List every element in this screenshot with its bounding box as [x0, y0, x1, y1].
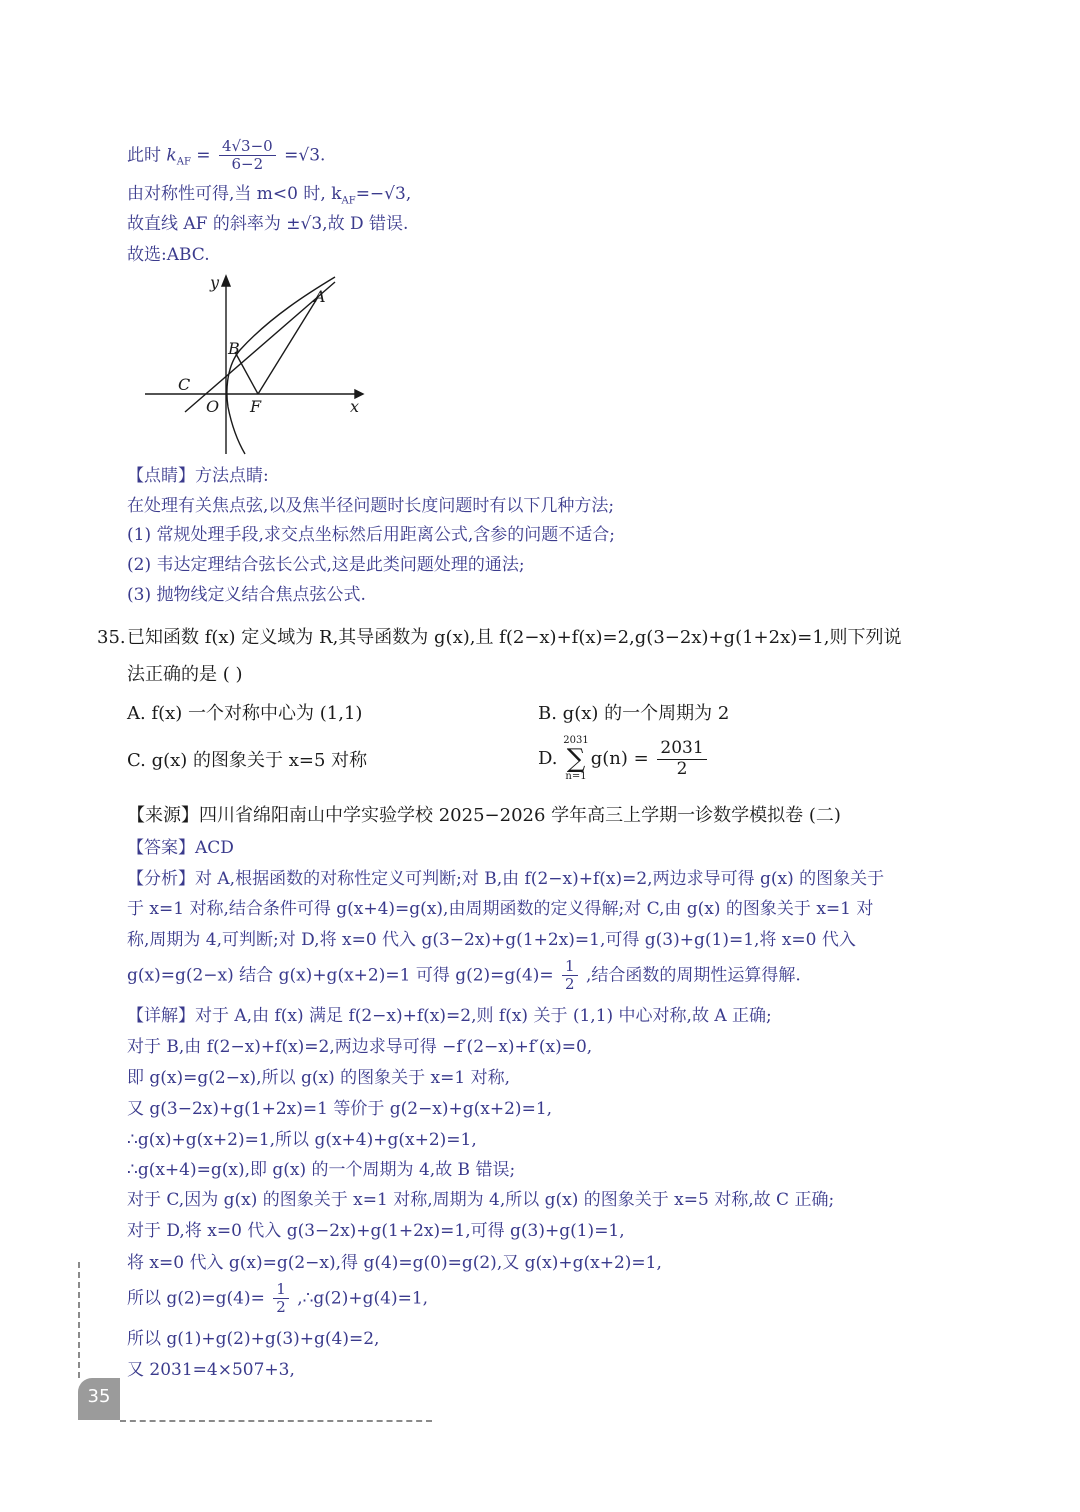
tips-intro: 在处理有关焦点弦,以及焦半径问题时长度问题时有以下几种方法; — [127, 496, 615, 516]
answer-choice-line: 故选:ABC. — [127, 245, 210, 265]
detail-fraction: $\frac{1}{2}$ — [273, 1281, 289, 1317]
detail-line-9: 将 x=0 代入 g(x)=g(2−x),得 g(4)=g(0)=g(2),又 g(x)+g(x+2)=1, — [127, 1253, 662, 1273]
detail-line-12: 又 2031=4×507+3, — [127, 1360, 295, 1380]
tips-method-1: (1) 常规处理手段,求交点坐标然后用距离公式,含参的问题不适合; — [127, 525, 616, 545]
symmetry-line: 由对称性可得,当 m<0 时, $k_{AF}=-√3$, — [127, 184, 412, 207]
label-A: A — [314, 287, 326, 306]
label-y: y — [210, 273, 220, 292]
option-C: C. g(x) 的图象关于 x=5 对称 — [127, 750, 368, 771]
source-line: 【来源】四川省绵阳南山中学实验学校 2025−2026 学年高三上学期一诊数学模拟卷 (二) — [127, 805, 841, 826]
label-C: C — [178, 375, 191, 394]
analysis-line-3: 称,周期为 4,可判断;对 D,将 x=0 代入 g(3−2x)+g(1+2x)=1,可得 g(3)+g(1)=1,将 x=0 代入 — [127, 930, 856, 950]
summation: 2031 ∑ n=1 — [563, 735, 589, 782]
label-O: O — [206, 397, 220, 416]
tips-method-3: (3) 抛物线定义结合焦点弦公式. — [127, 585, 366, 605]
detail-line-1: 【详解】对于 A,由 f(x) 满足 f(2−x)+f(x)=2,则 f(x) 关于 (1,1) 中心对称,故 A 正确; — [127, 1006, 772, 1026]
detail-line-7: 对于 C,因为 g(x) 的图象关于 x=1 对称,周期为 4,所以 g(x) 的图象关于 x=5 对称,故 C 正确; — [127, 1190, 835, 1210]
detail-line-6: ∴g(x+4)=g(x),即 g(x) 的一个周期为 4,故 B 错误; — [127, 1160, 516, 1180]
analysis-line-4: g(x)=g(2−x) 结合 g(x)+g(x+2)=1 可得 g(2)=g(4)= $\frac{1}{2}$ ,结合函数的周期性运算得解. — [127, 957, 801, 994]
detail-line-2: 对于 B,由 f(2−x)+f(x)=2,两边求导可得 −f′(2−x)+f′(x)=0, — [127, 1037, 593, 1057]
segment-AF — [258, 297, 318, 394]
slope-line: 此时 $k_{AF}$ = $\frac{4√3-0}{6-2}$ =√3. — [127, 137, 326, 174]
detail-line-5: ∴g(x)+g(x+2)=1,所以 g(x+4)+g(x+2)=1, — [127, 1130, 477, 1150]
page-border-horizontal — [120, 1420, 432, 1422]
slope-conclusion: 故直线 AF 的斜率为 ±√3,故 D 错误. — [127, 214, 409, 234]
label-x: x — [350, 397, 360, 416]
analysis-line-2: 于 x=1 对称,结合条件可得 g(x+4)=g(x),由周期函数的定义得解;对 C,由 g(x) 的图象关于 x=1 对 — [127, 899, 874, 919]
tips-heading: 【点睛】方法点睛: — [127, 466, 269, 486]
detail-line-11: 所以 g(1)+g(2)+g(3)+g(4)=2, — [127, 1329, 380, 1349]
detail-line-8: 对于 D,将 x=0 代入 g(3−2x)+g(1+2x)=1,可得 g(3)+g(1)=1, — [127, 1221, 625, 1241]
answer-line: 【答案】ACD — [127, 838, 234, 858]
page-number: 35 — [87, 1386, 111, 1407]
y-axis-arrow — [222, 276, 230, 286]
detail-line-10: 所以 g(2)=g(4)= $\frac{1}{2}$ ,∴g(2)+g(4)=1, — [127, 1280, 429, 1317]
option-B: B. g(x) 的一个周期为 2 — [538, 703, 730, 724]
tips-method-2: (2) 韦达定理结合弦长公式,这是此类问题处理的通法; — [127, 555, 525, 575]
question-stem-2: 法正确的是 ( ) — [127, 664, 243, 685]
analysis-line-1: 【分析】对 A,根据函数的对称性定义可判断;对 B,由 f(2−x)+f(x)=2,两边求导可得 g(x) 的图象关于 — [127, 869, 885, 889]
page-border-vertical — [78, 1262, 80, 1378]
question-number: 35. — [97, 627, 126, 648]
detail-line-3: 即 g(x)=g(2−x),所以 g(x) 的图象关于 x=1 对称, — [127, 1068, 510, 1088]
label-B: B — [228, 339, 240, 358]
option-D-fraction: $\frac{2031}{2}$ — [657, 739, 706, 779]
question-stem-1: 已知函数 f(x) 定义域为 R,其导函数为 g(x),且 f(2−x)+f(x)=2,g(3−2x)+g(1+2x)=1,则下列说 — [127, 627, 902, 648]
slope-fraction: $\frac{4√3-0}{6-2}$ — [219, 138, 276, 174]
option-A: A. f(x) 一个对称中心为 (1,1) — [127, 703, 363, 724]
analysis-fraction: $\frac{1}{2}$ — [562, 958, 578, 994]
chord-line — [185, 282, 335, 412]
label-F: F — [250, 397, 262, 416]
parabola-graph — [140, 272, 380, 462]
option-D: D. 2031 ∑ n=1g(n) = $\frac{2031}{2}$ — [538, 736, 710, 782]
detail-line-4: 又 g(3−2x)+g(1+2x)=1 等价于 g(2−x)+g(x+2)=1, — [127, 1099, 553, 1119]
